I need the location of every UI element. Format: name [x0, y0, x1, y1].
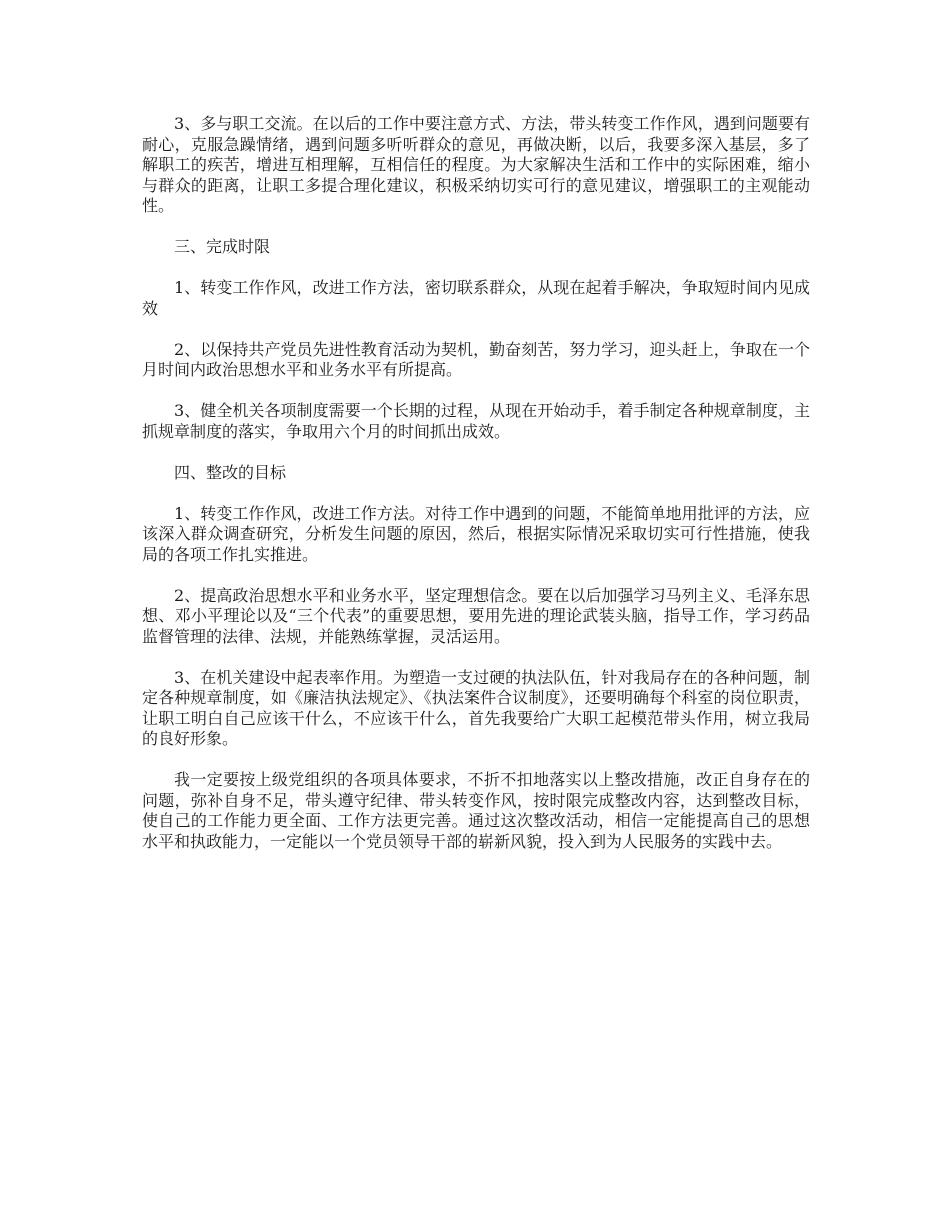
section-heading-goals: 四、整改的目标: [174, 462, 287, 482]
paragraph-goal-1: 1、转变工作作风，改进工作方法。对待工作中遇到的问题，不能简单地用批评的方法，应该深入群众调查研究，分析发生问题的原因，然后，根据实际情况采取切实可行性措施，使我局的各项工作扎实推进。: [142, 503, 810, 564]
paragraph-conclusion: 我一定要按上级党组织的各项具体要求，不折不扣地落实以上整改措施，改正自身存在的问题，弥补自身不足，带头遵守纪律、带头转变作风，按时限完成整改内容，达到整改目标，使自己的工作能力更全面、工作方法更完善。通过这次整改活动，相信一定能提高自己的思想水平和执政能力，一定能以一个党员领导干部的崭新风貌，投入到为人民服务的实践中去。: [142, 770, 810, 851]
document-body: [142, 114, 810, 873]
paragraph-communication: 3、多与职工交流。在以后的工作中要注意方式、方法，带头转变工作作风，遇到问题要有耐心，克服急躁情绪，遇到问题多听听群众的意见，再做决断，以后，我要多深入基层，多了解职工的疾苦，增进互相理解，互相信任的程度。为大家解决生活和工作中的实际困难，缩小与群众的距离，让职工多提合理化建议，积极采纳切实可行的意见建议，增强职工的主观能动性。: [142, 114, 810, 215]
section-heading-deadline: 三、完成时限: [174, 237, 271, 256]
paragraph-goal-2: 2、提高政治思想水平和业务水平，坚定理想信念。要在以后加强学习马列主义、毛泽东思想、邓小平理论以及“三个代表”的重要思想，要用先进的理论武装头脑，指导工作，学习药品监督管理的法律、法规，并能熟练掌握，灵活运用。: [142, 585, 810, 646]
paragraph-deadline-2: 2、以保持共产党员先进性教育活动为契机，勤奋刻苦，努力学习，迎头赶上，争取在一个月时间内政治思想水平和业务水平有所提高。: [142, 339, 810, 379]
paragraph-deadline-3: 3、健全机关各项制度需要一个长期的过程，从现在开始动手，着手制定各种规章制度，主抓规章制度的落实，争取用六个月的时间抓出成效。: [142, 401, 810, 441]
paragraph-deadline-1: 1、转变工作作风，改进工作方法，密切联系群众，从现在起着手解决，争取短时间内见成效: [142, 278, 810, 318]
paragraph-goal-3: 3、在机关建设中起表率作用。为塑造一支过硬的执法队伍，针对我局存在的各种问题，制定各种规章制度，如《廉洁执法规定》、《执法案件合议制度》，还要明确每个科室的岗位职责，让职工明白自己应该干什么，不应该干什么，首先我要给广大职工起模范带头作用，树立我局的良好形象。: [142, 667, 810, 748]
